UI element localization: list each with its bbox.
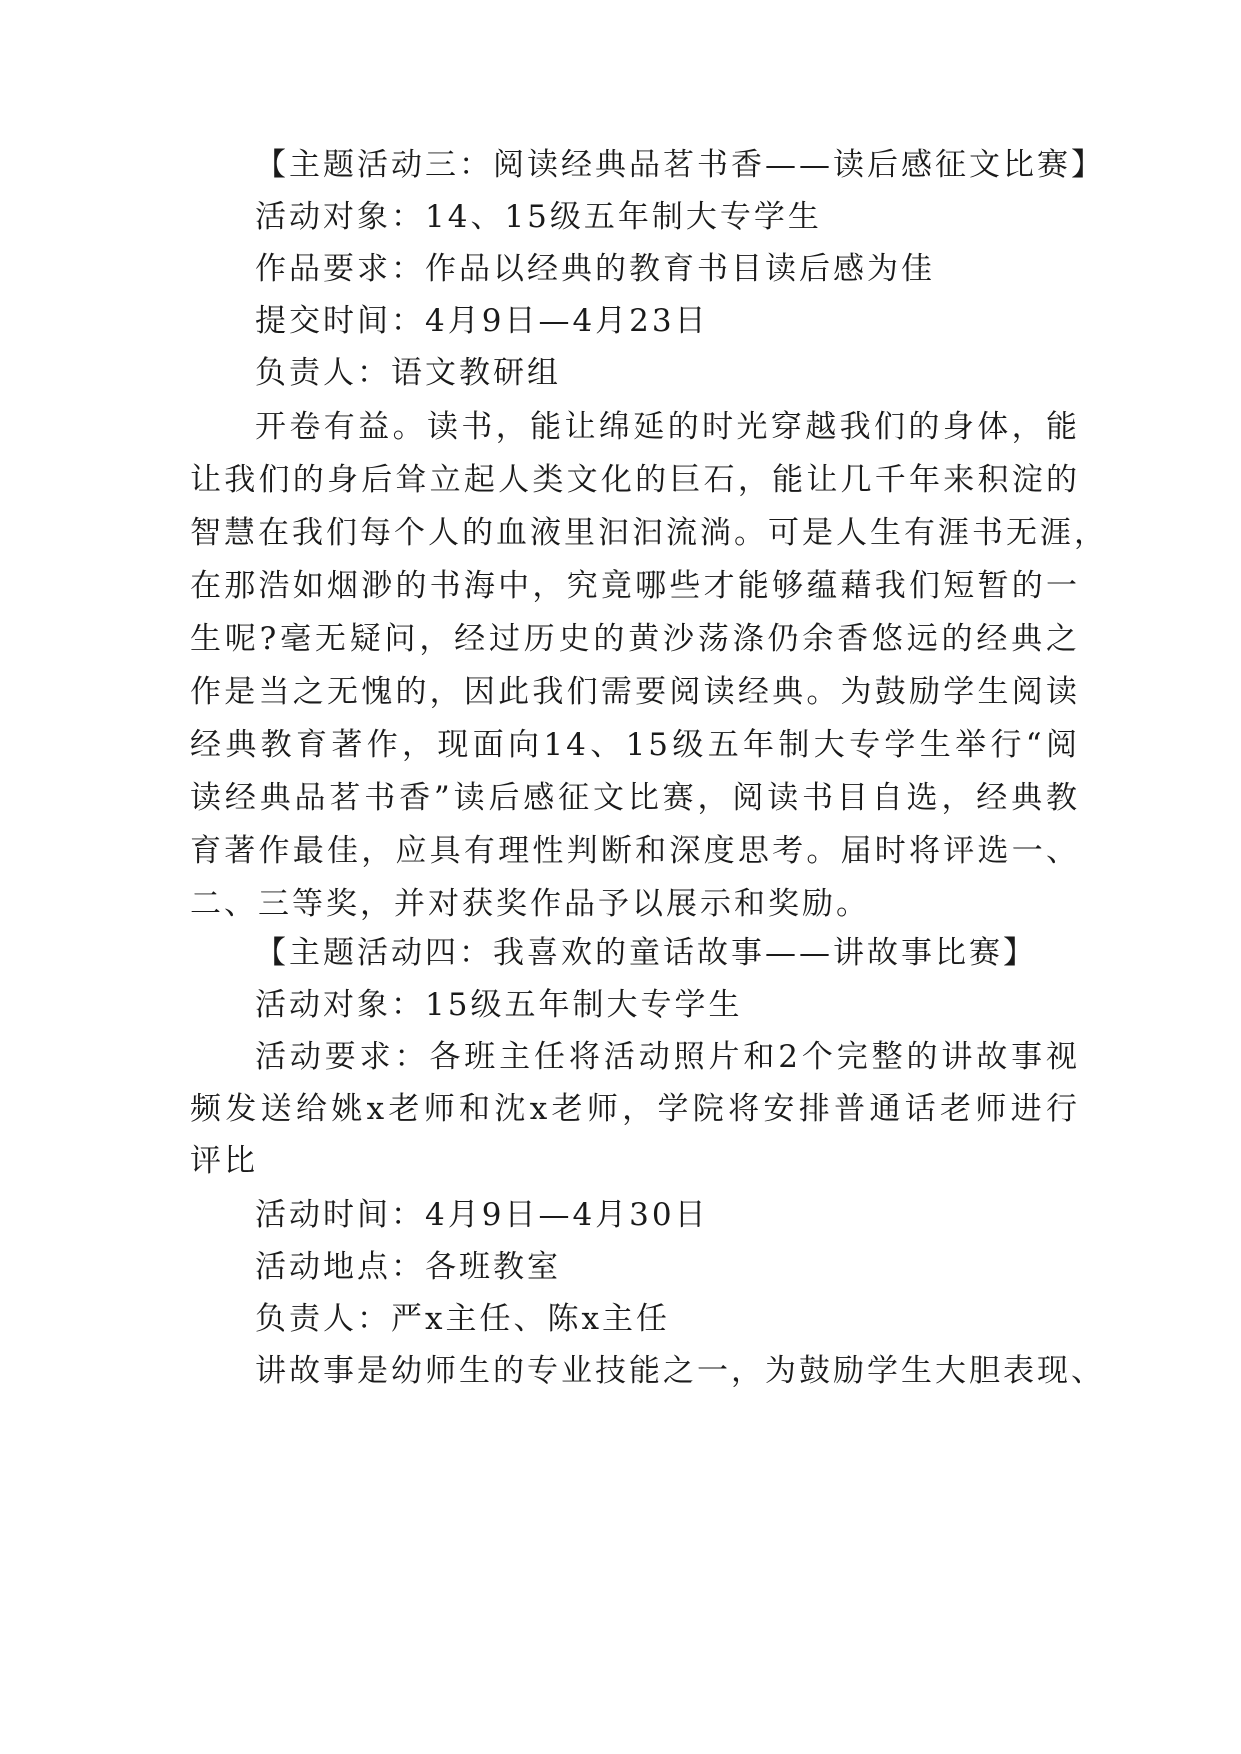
section4-title: 【主题活动四：我喜欢的童话故事——讲故事比赛】	[255, 935, 1037, 971]
section3-paragraph-line: 智慧在我们每个人的血液里汩汩流淌。可是人生有涯书无涯，	[190, 515, 1108, 551]
section3-paragraph-line: 经典教育著作，现面向14、15级五年制大专学生举行“阅	[190, 727, 1080, 763]
section4-person-in-charge: 负责人：严x主任、陈x主任	[255, 1301, 670, 1337]
section4-paragraph-line: 讲故事是幼师生的专业技能之一，为鼓励学生大胆表现、	[255, 1353, 1105, 1389]
section4-target: 活动对象：15级五年制大专学生	[255, 987, 743, 1023]
section3-target: 活动对象：14、15级五年制大专学生	[255, 199, 822, 235]
section3-paragraph-line: 作是当之无愧的，因此我们需要阅读经典。为鼓励学生阅读	[190, 674, 1080, 710]
section3-submit-time: 提交时间：4月9日—4月23日	[255, 303, 709, 339]
section3-paragraph-line: 开卷有益。读书，能让绵延的时光穿越我们的身体，能	[255, 409, 1080, 445]
section3-paragraph-line: 育著作最佳，应具有理性判断和深度思考。届时将评选一、	[190, 833, 1080, 869]
section3-paragraph-line: 让我们的身后耸立起人类文化的巨石，能让几千年来积淀的	[190, 462, 1080, 498]
section3-paragraph-line: 生呢?毫无疑问，经过历史的黄沙荡涤仍余香悠远的经典之	[190, 621, 1080, 657]
section3-requirement: 作品要求：作品以经典的教育书目读后感为佳	[255, 251, 935, 287]
section4-requirement-line: 活动要求：各班主任将活动照片和2个完整的讲故事视	[255, 1039, 1080, 1075]
section3-paragraph-line: 二、三等奖，并对获奖作品予以展示和奖励。	[190, 886, 870, 922]
section4-location: 活动地点：各班教室	[255, 1249, 561, 1285]
section4-requirement-line: 频发送给姚x老师和沈x老师，学院将安排普通话老师进行	[190, 1091, 1080, 1127]
section4-activity-time: 活动时间：4月9日—4月30日	[255, 1197, 709, 1233]
section3-person-in-charge: 负责人：语文教研组	[255, 355, 561, 391]
section3-paragraph-line: 在那浩如烟渺的书海中，究竟哪些才能够蕴藉我们短暂的一	[190, 568, 1080, 604]
section4-requirement-line: 评比	[190, 1143, 258, 1179]
section3-paragraph-line: 读经典品茗书香”读后感征文比赛，阅读书目自选，经典教	[190, 780, 1080, 816]
section3-title: 【主题活动三：阅读经典品茗书香——读后感征文比赛】	[255, 147, 1105, 183]
